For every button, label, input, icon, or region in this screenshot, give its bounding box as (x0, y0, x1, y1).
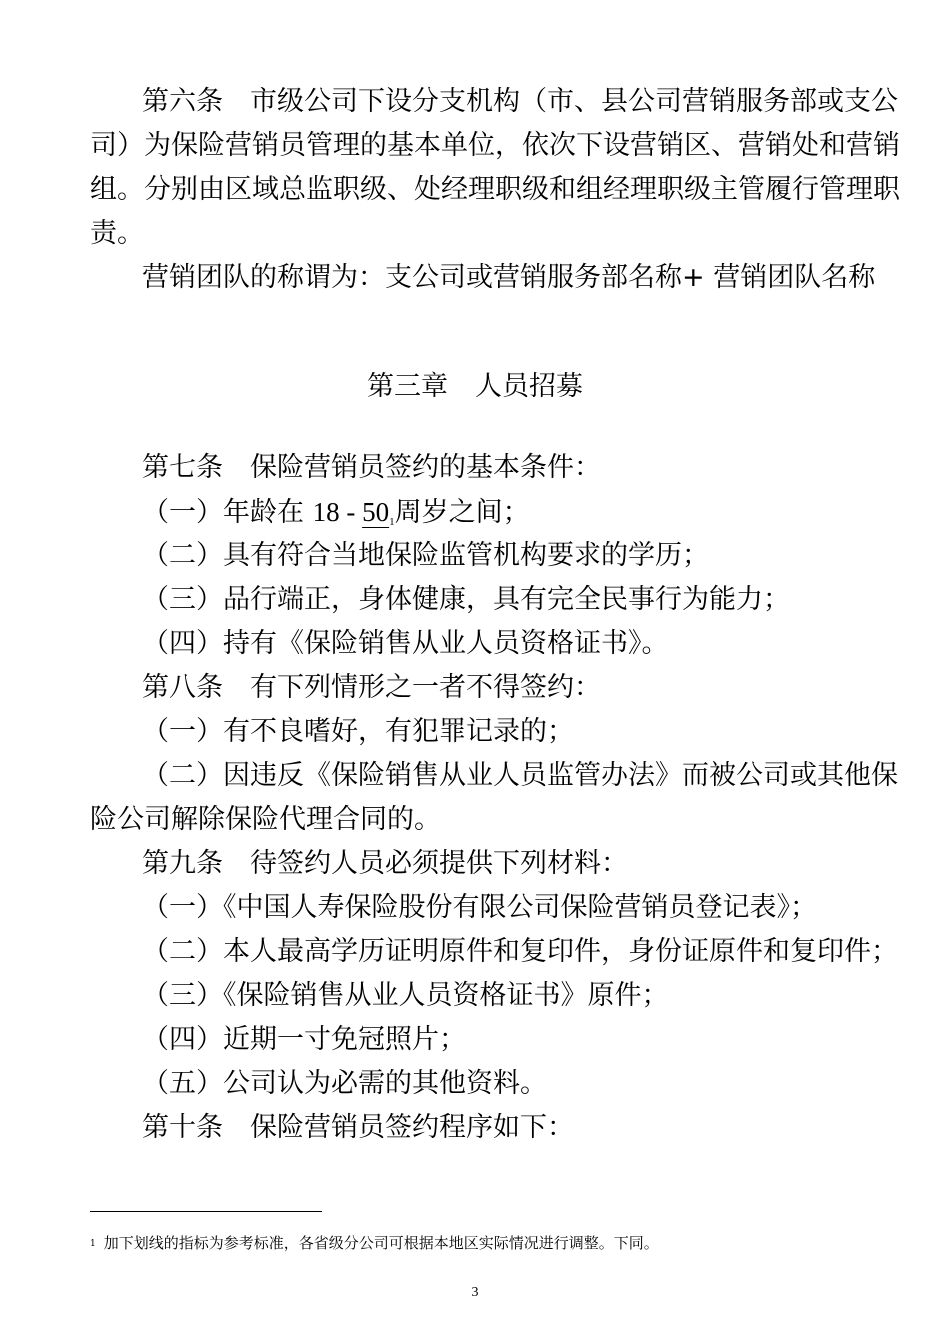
article8-item1: （一）有不良嗜好，有犯罪记录的； (142, 716, 574, 747)
article8-item2-line2: 险公司解除保险代理合同的。 (90, 804, 441, 835)
article7-item3: （三）品行端正，身体健康，具有完全民事行为能力； (142, 584, 790, 615)
page-number: 3 (471, 1285, 479, 1300)
age-range-start: 18 (312, 497, 340, 527)
article9-item2: （二）本人最高学历证明原件和复印件，身份证原件和复印件； (142, 936, 898, 967)
article9-item3: （三）《保险销售从业人员资格证书》原件； (142, 980, 669, 1011)
footnote-text: 加下划线的指标为参考标准，各省级分公司可根据本地区实际情况进行调整。下同。 (103, 1234, 659, 1252)
article7-heading: 第七条 保险营销员签约的基本条件： (142, 452, 601, 483)
article7-item2: （二）具有符合当地保险监管机构要求的学历； (142, 540, 709, 571)
article10-heading: 第十条 保险营销员签约程序如下： (142, 1112, 574, 1143)
chapter-title: 第三章 人员招募 (367, 371, 583, 402)
article6-line4: 责。 (90, 218, 144, 249)
article7-item4: （四）持有《保险销售从业人员资格证书》。 (142, 628, 669, 659)
article9-heading: 第九条 待签约人员必须提供下列材料： (142, 848, 628, 879)
article6-line1: 第六条 市级公司下设分支机构（市、县公司营销服务部或支公 (142, 86, 898, 117)
article7-item1-prefix: （一）年龄在 (142, 497, 313, 528)
article9-item5: （五）公司认为必需的其他资料。 (142, 1068, 547, 1099)
article8-heading: 第八条 有下列情形之一者不得签约： (142, 672, 601, 703)
article6-line3: 组。分别由区域总监职级、处经理职级和组经理职级主管履行管理职 (90, 174, 900, 205)
article9-item1: （一）《中国人寿保险股份有限公司保险营销员登记表》； (142, 892, 817, 923)
age-range-end: 50 (362, 497, 390, 527)
footnote-reference[interactable]: 1 (389, 516, 395, 528)
age-range-dash: - (339, 497, 363, 527)
article7-item1 (142, 490, 917, 534)
footnote-separator (90, 1211, 322, 1212)
footnote-mark: 1 (90, 1239, 96, 1249)
article9-item4: （四）近期一寸免冠照片； (142, 1024, 466, 1055)
article8-item2-line1: （二）因违反《保险销售从业人员监管办法》而被公司或其他保 (142, 760, 898, 791)
article6-team-naming: 营销团队的称谓为：支公司或营销服务部名称+ 营销团队名称 (142, 262, 876, 293)
footnote (90, 1232, 659, 1253)
article7-item1-suffix: 周岁之间； (394, 497, 530, 528)
article6-line2: 司）为保险营销员管理的基本单位，依次下设营销区、营销处和营销 (90, 130, 900, 161)
